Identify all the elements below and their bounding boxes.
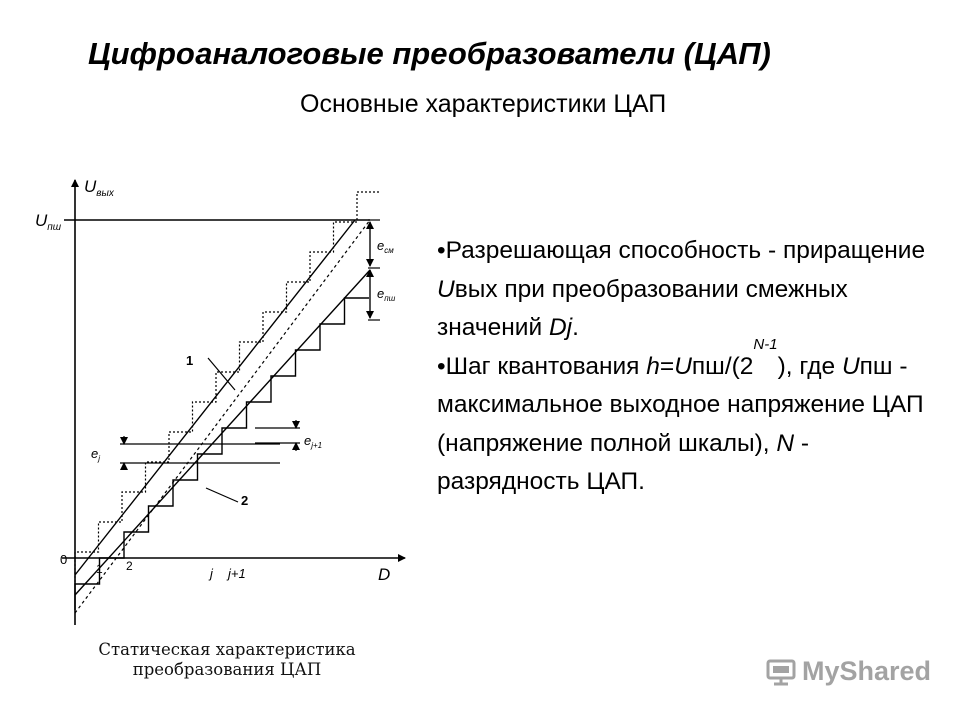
ideal-characteristic-line (75, 220, 370, 613)
stair1-path (75, 192, 381, 582)
stair2-path (75, 298, 369, 610)
e-j-label: $e_j$ (91, 446, 101, 463)
tick-label-j1: j+1 (228, 566, 246, 581)
curve-2-label: 2 (241, 493, 249, 508)
bullet-quantization-step: •Шаг квантования $h=Uпш/(2^{N-1})$, где Uпш - максимальное выходное напряжение ЦАП (напряжение полной шкалы), N - разрядность ЦАП. (437, 335, 924, 495)
staircase-curve-2 (75, 298, 369, 610)
tick-label-2: 2 (126, 559, 133, 573)
e-j1-label: $e_{j+1}$ (304, 433, 323, 450)
u-fs-label: $U_{пш}$ (35, 211, 62, 233)
bullet-resolution: •Разрешающая способность - приращение Uвых при преобразовании смежных значений Dj. (437, 237, 926, 341)
slide-title: Цифроаналоговые преобразователи (ЦАП) (88, 36, 771, 71)
staircase-curve-1 (75, 192, 381, 582)
diagram-caption: Статическая характеристика преобразования ЦАП (98, 640, 356, 679)
slide-subtitle: Основные характеристики ЦАП (300, 90, 667, 118)
tick-label-1: 1 (96, 562, 103, 576)
e-offset-label: $e_{см}$ (377, 238, 394, 255)
tick-label-j: j (210, 566, 213, 581)
watermark (766, 656, 931, 687)
presentation-icon (766, 658, 796, 686)
x-axis-label: D (378, 565, 391, 584)
dac-characteristic-diagram (20, 170, 420, 630)
bullet-list (437, 232, 937, 502)
origin-label: 0 (60, 552, 68, 567)
e-gain-label: $e_{пш}$ (377, 286, 396, 303)
u-out-label: $U_{вых}$ (84, 177, 114, 199)
curve-1-label: 1 (186, 353, 194, 368)
watermark-text: MyShared (802, 656, 932, 686)
